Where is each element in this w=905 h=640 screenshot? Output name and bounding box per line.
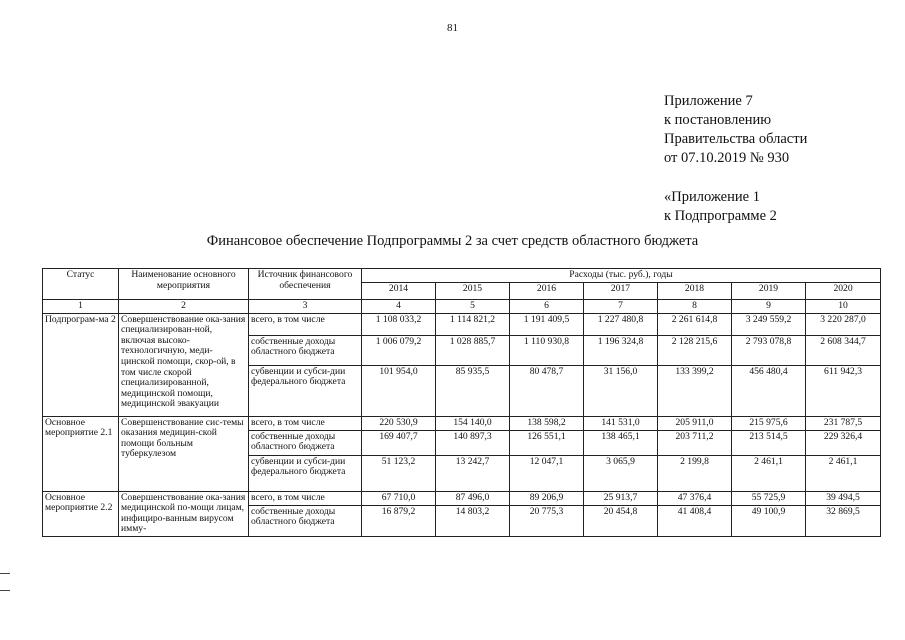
- year-header: 2017: [584, 282, 658, 299]
- value-cell: 138 598,2: [510, 416, 584, 430]
- value-cell: 87 496,0: [436, 491, 510, 505]
- column-number: 5: [436, 299, 510, 313]
- value-cell: 611 942,3: [806, 365, 881, 416]
- value-cell: 140 897,3: [436, 430, 510, 455]
- value-cell: 51 123,2: [362, 455, 436, 491]
- value-cell: 39 494,5: [806, 491, 881, 505]
- value-cell: 154 140,0: [436, 416, 510, 430]
- value-cell: 2 461,1: [806, 455, 881, 491]
- appendix-line: Правительства области: [664, 131, 808, 147]
- appendix-line: к Подпрограмме 2: [664, 208, 777, 224]
- value-cell: 1 191 409,5: [510, 313, 584, 335]
- row-source: всего, в том числе: [249, 491, 362, 505]
- scan-edge-mark: [0, 573, 10, 574]
- header-name: Наименование основного мероприятия: [119, 269, 249, 300]
- row-source: собственные доходы областного бюджета: [249, 430, 362, 455]
- value-cell: 203 711,2: [658, 430, 732, 455]
- value-cell: 1 110 930,8: [510, 335, 584, 365]
- row-source: всего, в том числе: [249, 313, 362, 335]
- value-cell: 2 793 078,8: [732, 335, 806, 365]
- value-cell: 31 156,0: [584, 365, 658, 416]
- row-source: собственные доходы областного бюджета: [249, 505, 362, 536]
- column-number-row: [43, 299, 881, 313]
- column-number: 4: [362, 299, 436, 313]
- financing-table: [42, 268, 881, 537]
- value-cell: 89 206,9: [510, 491, 584, 505]
- value-cell: 229 326,4: [806, 430, 881, 455]
- value-cell: 213 514,5: [732, 430, 806, 455]
- value-cell: 55 725,9: [732, 491, 806, 505]
- appendix-line: к постановлению: [664, 112, 772, 128]
- row-source: субвенции и субси-дии федерального бюджета: [249, 365, 362, 416]
- value-cell: 3 065,9: [584, 455, 658, 491]
- value-cell: 2 608 344,7: [806, 335, 881, 365]
- value-cell: 2 461,1: [732, 455, 806, 491]
- appendix-line: «Приложение 1: [664, 189, 760, 205]
- year-header: 2019: [732, 282, 806, 299]
- row-measure-name: Совершенствование ока-зания медицинской по-мощи лицам, инфициро-ванным вирусом имму-: [119, 491, 249, 536]
- value-cell: 133 399,2: [658, 365, 732, 416]
- row-source: всего, в том числе: [249, 416, 362, 430]
- page-number: 81: [447, 22, 458, 34]
- value-cell: 1 108 033,2: [362, 313, 436, 335]
- appendix-line: от 07.10.2019 № 930: [664, 150, 790, 166]
- value-cell: 456 480,4: [732, 365, 806, 416]
- value-cell: 205 911,0: [658, 416, 732, 430]
- table-row: [43, 313, 881, 335]
- value-cell: 32 869,5: [806, 505, 881, 536]
- spacer: [664, 168, 807, 188]
- value-cell: 20 454,8: [584, 505, 658, 536]
- value-cell: 3 249 559,2: [732, 313, 806, 335]
- column-number: 1: [43, 299, 119, 313]
- year-header: 2014: [362, 282, 436, 299]
- value-cell: 2 199,8: [658, 455, 732, 491]
- value-cell: 1 114 821,2: [436, 313, 510, 335]
- value-cell: 14 803,2: [436, 505, 510, 536]
- header-source: Источник финансового обеспечения: [249, 269, 362, 300]
- header-expenses: Расходы (тыс. руб.), годы: [362, 269, 881, 283]
- value-cell: 126 551,1: [510, 430, 584, 455]
- header-status: Статус: [43, 269, 119, 300]
- value-cell: 1 006 079,2: [362, 335, 436, 365]
- value-cell: 67 710,0: [362, 491, 436, 505]
- value-cell: 138 465,1: [584, 430, 658, 455]
- row-status: Основное мероприятие 2.1: [43, 416, 119, 491]
- row-source: собственные доходы областного бюджета: [249, 335, 362, 365]
- value-cell: 2 261 614,8: [658, 313, 732, 335]
- value-cell: 85 935,5: [436, 365, 510, 416]
- column-number: 2: [119, 299, 249, 313]
- value-cell: 101 954,0: [362, 365, 436, 416]
- value-cell: 2 128 215,6: [658, 335, 732, 365]
- appendix-block: [664, 92, 807, 226]
- value-cell: 215 975,6: [732, 416, 806, 430]
- value-cell: 49 100,9: [732, 505, 806, 536]
- value-cell: 1 227 480,8: [584, 313, 658, 335]
- year-header: 2018: [658, 282, 732, 299]
- value-cell: 231 787,5: [806, 416, 881, 430]
- value-cell: 220 530,9: [362, 416, 436, 430]
- value-cell: 3 220 287,0: [806, 313, 881, 335]
- column-number: 6: [510, 299, 584, 313]
- appendix-line: Приложение 7: [664, 93, 753, 109]
- column-number: 3: [249, 299, 362, 313]
- value-cell: 1 028 885,7: [436, 335, 510, 365]
- value-cell: 16 879,2: [362, 505, 436, 536]
- column-number: 10: [806, 299, 881, 313]
- value-cell: 41 408,4: [658, 505, 732, 536]
- value-cell: 141 531,0: [584, 416, 658, 430]
- scan-edge-mark: [0, 590, 10, 591]
- value-cell: 80 478,7: [510, 365, 584, 416]
- row-measure-name: Совершенствование сис-темы оказания медицин-ской помощи больным туберкулезом: [119, 416, 249, 491]
- value-cell: 13 242,7: [436, 455, 510, 491]
- value-cell: 20 775,3: [510, 505, 584, 536]
- value-cell: 169 407,7: [362, 430, 436, 455]
- table-row: [43, 491, 881, 505]
- column-number: 7: [584, 299, 658, 313]
- row-status: Основное мероприятие 2.2: [43, 491, 119, 536]
- column-number: 8: [658, 299, 732, 313]
- table-row: [43, 416, 881, 430]
- row-measure-name: Совершенствование ока-зания специализирован-ной, включая высоко-технологичную, меди-цинской помощи, скор-ой, в том числе скорой специализированной, медицинской помощи, медицинской эвакуации: [119, 313, 249, 416]
- column-number: 9: [732, 299, 806, 313]
- row-status: Подпрограм-ма 2: [43, 313, 119, 416]
- year-header: 2020: [806, 282, 881, 299]
- value-cell: 25 913,7: [584, 491, 658, 505]
- row-source: субвенции и субси-дии федерального бюджета: [249, 455, 362, 491]
- year-header: 2015: [436, 282, 510, 299]
- value-cell: 47 376,4: [658, 491, 732, 505]
- document-title: Финансовое обеспечение Подпрограммы 2 за счет средств областного бюджета: [206, 233, 699, 249]
- value-cell: 12 047,1: [510, 455, 584, 491]
- year-header: 2016: [510, 282, 584, 299]
- value-cell: 1 196 324,8: [584, 335, 658, 365]
